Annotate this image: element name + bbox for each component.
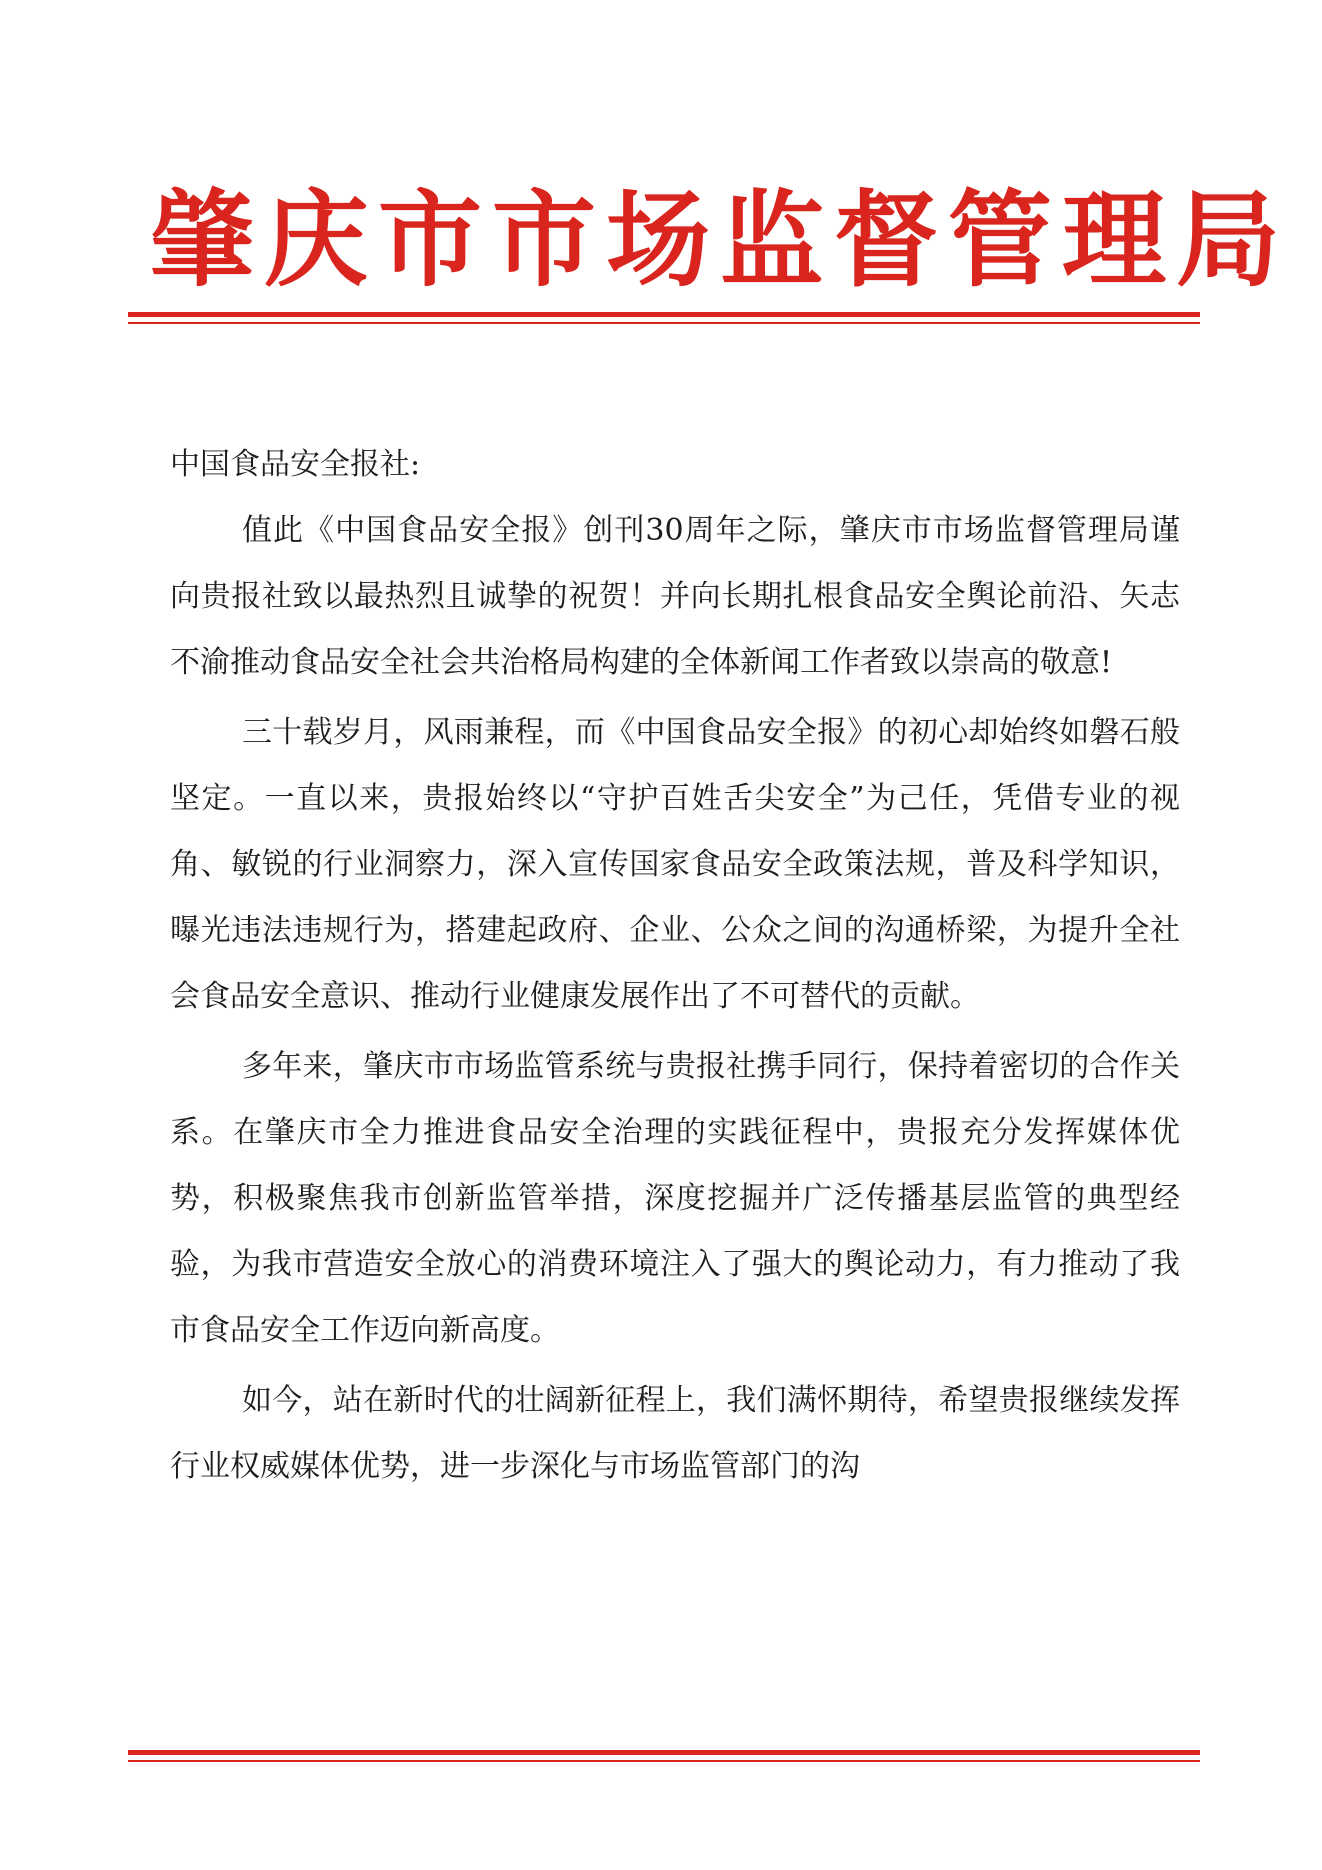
paragraph-congratulations: 值此《中国食品安全报》创刊30周年之际，肇庆市市场监督管理局谨向贵报社致以最热烈且诚挚的祝贺！并向长期扎根食品安全舆论前沿、矢志不渝推动食品安全社会共治格局构建的全体新闻工作者致以崇高的敬意! [170,513,1180,680]
letterhead-title: 肇庆市市场监督管理局 [150,178,1291,301]
paragraph-thirty-years: 三十载岁月，风雨兼程，而《中国食品安全报》的初心却始终如磐石般坚定。一直以来，贵报始终以“守护百姓舌尖安全”为己任，凭借专业的视角、敏锐的行业洞察力，深入宣传国家食品安全政策法规，普及科学知识，曝光违法违规行为，搭建起政府、企业、公众之间的沟通桥梁，为提升全社会食品安全意识、推动行业健康发展作出了不可替代的贡献。 [170,715,1180,1014]
salutation: 中国食品安全报社: [170,447,421,482]
footer-rule-thick [128,1750,1200,1755]
paragraph-cooperation: 多年来，肇庆市市场监管系统与贵报社携手同行，保持着密切的合作关系。在肇庆市全力推进食品安全治理的实践征程中，贵报充分发挥媒体优势，积极聚焦我市创新监管举措，深度挖掘并广泛传播基层监管的典型经验，为我市营造安全放心的消费环境注入了强大的舆论动力，有力推动了我市食品安全工作迈向新高度。 [170,1049,1180,1348]
footer-rule-thin [128,1760,1200,1762]
paragraph-expectation: 如今，站在新时代的壮阔新征程上，我们满怀期待，希望贵报继续发挥行业权威媒体优势，进一步深化与市场监管部门的沟 [170,1383,1180,1484]
header-rule-thick [128,312,1200,317]
header-rule-thin [128,322,1200,324]
letter-body [170,432,1180,1500]
